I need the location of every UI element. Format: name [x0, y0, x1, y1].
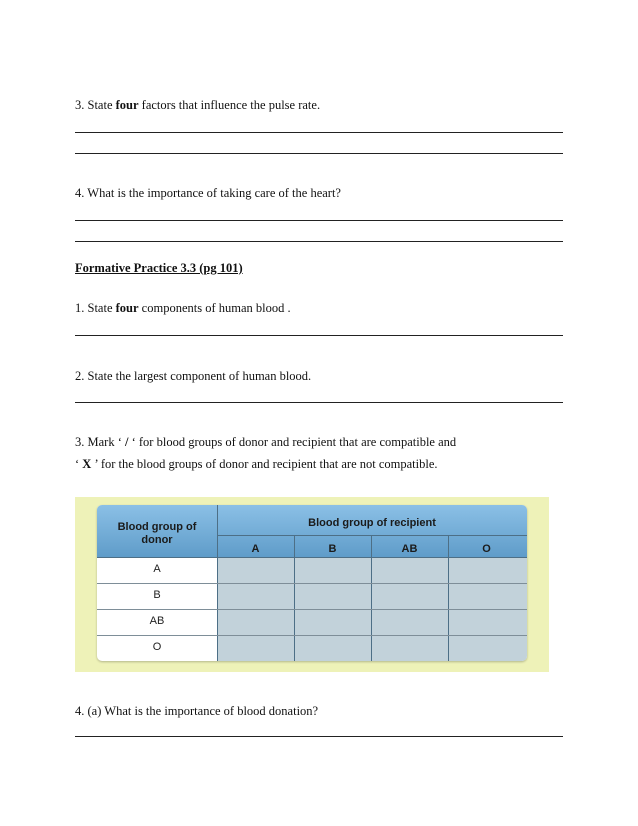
donor-header-line-2: donor [141, 534, 173, 546]
recipient-col-header: AB [401, 543, 418, 555]
question-4: 4. What is the importance of taking care of the heart? [75, 186, 341, 200]
recipient-col-header: A [251, 543, 260, 555]
answer-line[interactable] [75, 241, 563, 242]
donor-label: B [153, 589, 161, 601]
fp-question-4: 4. (a) What is the importance of blood donation? [75, 704, 319, 718]
fp-question-1 [75, 300, 291, 316]
answer-line[interactable] [75, 402, 563, 403]
answer-line[interactable] [75, 736, 563, 737]
section-heading: Formative Practice 3.3 (pg 101) [75, 261, 243, 275]
table-divider [448, 535, 449, 661]
donor-header [97, 521, 217, 547]
table-divider [97, 609, 527, 610]
fp-question-2: 2. State the largest component of human blood. [75, 369, 312, 383]
recipient-col-header: B [328, 543, 337, 555]
answer-line[interactable] [75, 153, 563, 154]
table-divider [217, 535, 527, 536]
fp3-line1-a: 3. Mark ‘ [75, 435, 125, 449]
question-3-suffix: factors that influence the pulse rate. [138, 98, 321, 112]
fp3-line2-a: ‘ [75, 457, 83, 471]
table-divider [97, 635, 527, 636]
table-divider [371, 535, 372, 661]
fp3-line1-b: ‘ for blood groups of donor and recipient that are compatible and [128, 435, 457, 449]
donor-label: A [153, 563, 161, 575]
question-3 [75, 97, 320, 113]
fp3-line2-mark: X [82, 457, 92, 471]
table-divider [294, 535, 295, 661]
answer-cell[interactable] [217, 557, 294, 583]
blood-group-figure [75, 497, 549, 672]
donor-label: O [152, 641, 162, 653]
recipient-header: Blood group of recipient [308, 517, 436, 529]
recipient-col-header: O [482, 543, 491, 555]
fp-question-1-prefix: 1. State [75, 301, 116, 315]
table-divider [97, 557, 527, 558]
question-3-prefix: 3. State [75, 98, 116, 112]
blood-group-table [97, 505, 527, 661]
donor-header-line-1: Blood group of [117, 521, 197, 533]
fp-question-3-line-2 [75, 456, 438, 472]
fp-question-3-line-1 [75, 434, 456, 450]
question-3-bold: four [115, 98, 139, 112]
fp3-line2-b: ’ for the blood groups of donor and recipient that are not compatible. [91, 457, 438, 471]
fp-question-1-bold: four [115, 301, 139, 315]
fp-question-1-suffix: components of human blood . [138, 301, 291, 315]
donor-label: AB [149, 615, 165, 627]
answer-line[interactable] [75, 132, 563, 133]
fp3-line1-mark: / [125, 435, 129, 449]
answer-line[interactable] [75, 335, 563, 336]
table-divider [97, 583, 527, 584]
answer-line[interactable] [75, 220, 563, 221]
